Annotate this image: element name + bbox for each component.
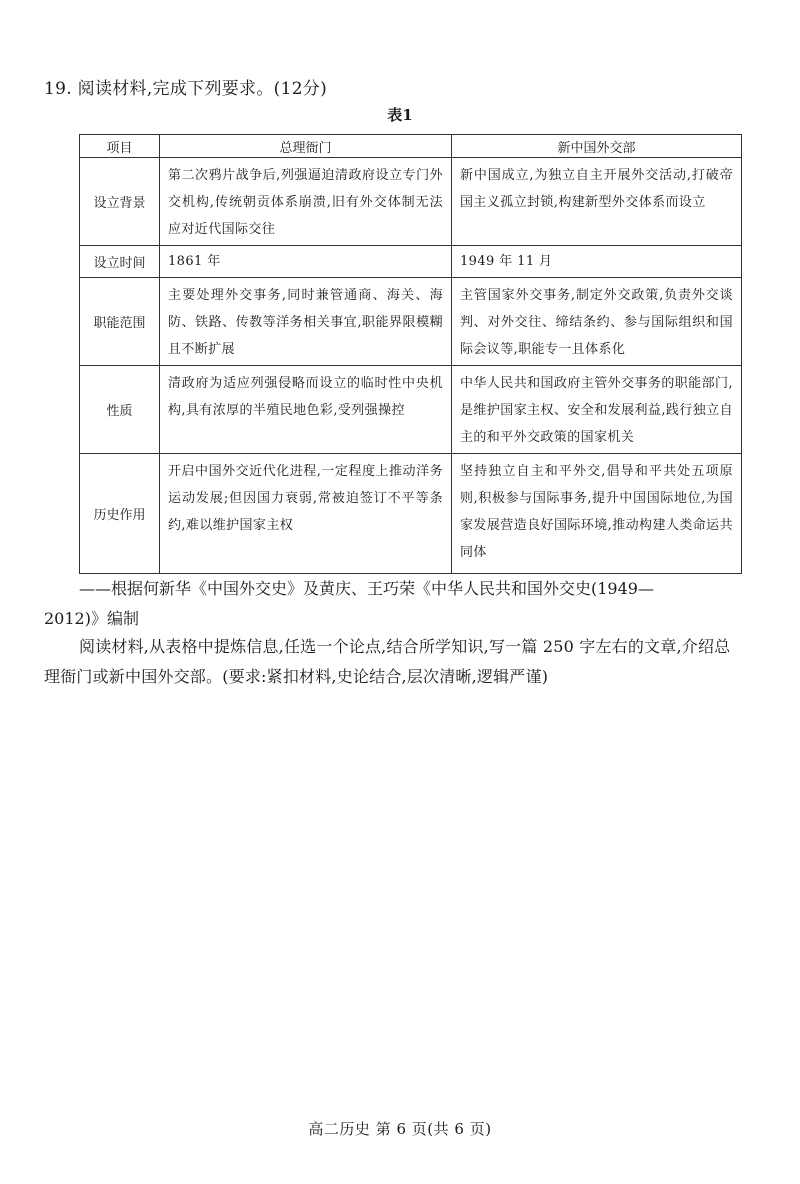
cell-ministry-functions: 主管国家外交事务,制定外交政策,负责外交谈判、对外交往、缔结条约、参与国际组织和国际会议等,职能专一且体系化	[452, 278, 742, 366]
cell-ministry-historical-role: 坚持独立自主和平外交,倡导和平共处五项原则,积极参与国际事务,提升中国国际地位,为国家发展营造良好国际环境,推动构建人类命运共同体	[452, 454, 742, 574]
cell-ministry-nature: 中华人民共和国政府主管外交事务的职能部门,是维护国家主权、安全和发展利益,践行独立自主的和平外交政策的国家机关	[452, 366, 742, 454]
row-label-nature: 性质	[80, 366, 160, 454]
cell-zongli-background: 第二次鸦片战争后,列强逼迫清政府设立专门外交机构,传统朝贡体系崩溃,旧有外交体制无法应对近代国际交往	[160, 158, 452, 246]
cell-ministry-background: 新中国成立,为独立自主开展外交活动,打破帝国主义孤立封锁,构建新型外交体系而设立	[452, 158, 742, 246]
row-label-historical-role: 历史作用	[80, 454, 160, 574]
question-prompt: 阅读材料,从表格中提炼信息,任选一个论点,结合所学知识,写一篇 250 字左右的文章,介绍总理衙门或新中国外交部。(要求:紧扣材料,史论结合,层次清晰,逻辑严谨)	[44, 637, 731, 686]
table-row	[80, 366, 742, 454]
cell-zongli-historical-role: 开启中国外交近代化进程,一定程度上推动洋务运动发展;但因国力衰弱,常被迫签订不平等条约,难以维护国家主权	[160, 454, 452, 574]
row-label-founded-time: 设立时间	[80, 246, 160, 278]
question-title: 19. 阅读材料,完成下列要求。(12分)	[44, 79, 328, 99]
comparison-table	[79, 134, 742, 574]
cell-zongli-nature: 清政府为适应列强侵略而设立的临时性中央机构,具有浓厚的半殖民地色彩,受列强操控	[160, 366, 452, 454]
table-caption: 表1	[387, 106, 413, 124]
source-citation-line2: 2012)》编制	[44, 609, 139, 628]
page-footer: 高二历史 第 6 页(共 6 页)	[308, 1120, 492, 1138]
header-item: 项目	[80, 135, 160, 158]
table-row	[80, 246, 742, 278]
header-foreign-ministry: 新中国外交部	[452, 135, 742, 158]
source-citation	[44, 574, 759, 634]
table-header-row	[80, 135, 742, 158]
table-row	[80, 454, 742, 574]
table-row	[80, 278, 742, 366]
row-label-background: 设立背景	[80, 158, 160, 246]
cell-ministry-founded-time: 1949 年 11 月	[452, 246, 742, 278]
table-row	[80, 158, 742, 246]
row-label-functions: 职能范围	[80, 278, 160, 366]
cell-zongli-founded-time: 1861 年	[160, 246, 452, 278]
source-citation-line1: ——根据何新华《中国外交史》及黄庆、王巧荣《中华人民共和国外交史(1949—	[79, 579, 654, 598]
cell-zongli-functions: 主要处理外交事务,同时兼管通商、海关、海防、铁路、传教等洋务相关事宜,职能界限模糊且不断扩展	[160, 278, 452, 366]
header-zongli-yamen: 总理衙门	[160, 135, 452, 158]
